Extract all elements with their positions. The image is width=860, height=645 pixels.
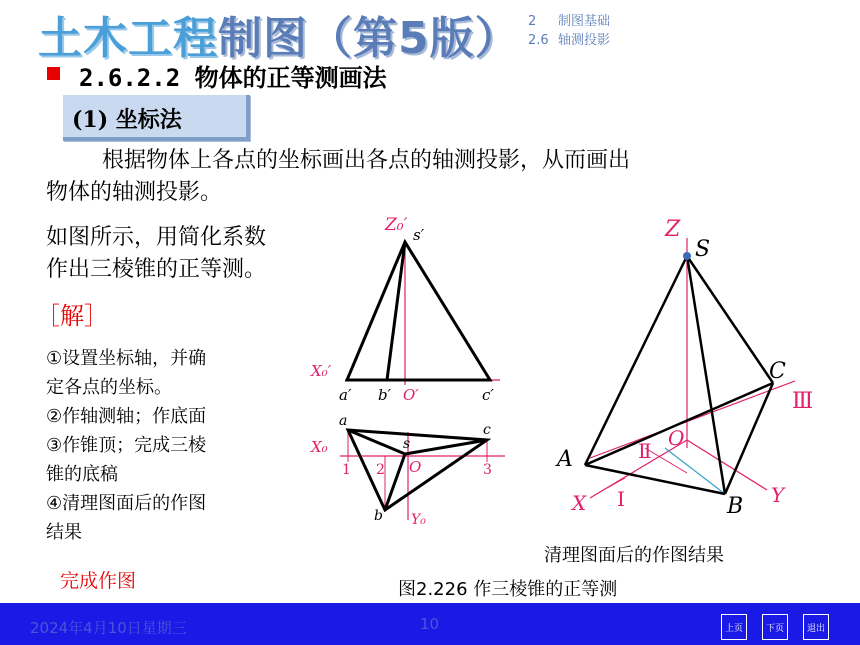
top-label-y0: Y₀ [411,512,426,528]
front-label-s: s′ [413,226,425,244]
step-line: ②作轴测轴；作底面 [46,406,207,427]
front-triangle [347,242,490,380]
done-link[interactable]: 完成作图 [60,570,137,592]
iso-label-x: X [572,491,587,515]
steps-list [46,344,206,547]
iso-edge-sb [687,256,725,494]
figure-caption: 图2.226 作三棱锥的正等测 [398,579,618,600]
iso-label-ii: Ⅱ [638,439,652,463]
front-label-o: O′ [403,386,419,404]
method-label: (1) 坐标法 [72,107,182,133]
course-title-edition: 制图（第5版） [218,13,520,64]
footer-date: 2024年4月10日星期三 [30,619,187,637]
isometric-figure [545,208,845,538]
chapter-number: 2 [528,14,537,29]
section-number: 2.6 [528,33,549,48]
step-line: ①设置坐标轴，并确 [46,348,207,369]
iso-apex-dot [683,252,691,260]
page-number: 10 [420,615,440,633]
prev-page-button[interactable]: 上页 [721,614,747,640]
step-line: ④清理图面后的作图 [46,493,207,514]
solution-label: ［解］ [36,302,108,330]
top-label-o: O [409,458,422,476]
top-label-3: 3 [483,462,492,478]
front-view-figure [305,210,510,415]
top-label-x0: X₀ [311,438,328,456]
exit-button[interactable]: 退出 [803,614,829,640]
section-heading: 2.6.2.2 物体的正等测画法 [79,64,387,92]
front-label-z0: Z₀′ [385,215,408,235]
chapter-info [528,12,610,50]
top-label-1: 1 [342,462,351,478]
iso-label-a: A [557,447,573,472]
front-label-b: b′ [378,386,392,404]
section-bullet [47,67,60,80]
next-page-button[interactable]: 下页 [762,614,788,640]
top-label-b: b [374,508,383,524]
step-line: 锥的底稿 [46,464,118,485]
iso-label-b: B [727,494,744,519]
chapter-name: 制图基础 [558,14,611,29]
step-line: 结果 [46,522,82,543]
iso-edge-ac [585,383,773,465]
iso-label-c: C [769,359,786,384]
iso-label-iii: Ⅲ [792,389,814,414]
task-line-2: 作出三棱锥的正等测。 [46,257,267,282]
task-line-1: 如图所示，用简化系数 [46,225,267,250]
iso-label-y: Y [771,483,785,507]
front-label-c: c′ [482,386,494,404]
iso-label-i: Ⅰ [617,487,625,511]
top-label-s: s [403,436,411,452]
intro-line-2: 物体的轴测投影。 [46,180,223,205]
course-title [38,2,520,66]
iso-y-axis [687,440,767,490]
task-text [46,222,266,286]
iso-edge-sc [687,256,773,383]
step-line: 定各点的坐标。 [46,377,172,398]
front-label-x0: X₀′ [311,362,332,380]
front-label-a: a′ [339,386,352,404]
section-name: 轴测投影 [558,33,611,48]
course-title-main: 土木工程 [38,13,218,64]
step-line: ③作锥顶；完成三棱 [46,435,207,456]
intro-paragraph [46,145,630,209]
top-label-c: c [483,422,491,438]
result-caption: 清理图面后的作图结果 [544,545,724,566]
top-label-2: 2 [376,462,385,478]
intro-line-1: 根据物体上各点的坐标画出各点的轴测投影，从而画出 [102,148,631,173]
iso-label-z: Z [665,217,681,242]
top-label-a: a [339,413,348,429]
iso-label-o: O [668,426,685,450]
iso-label-s: S [695,237,711,262]
iso-edge-ab [585,465,725,494]
top-view-figure [305,412,510,532]
